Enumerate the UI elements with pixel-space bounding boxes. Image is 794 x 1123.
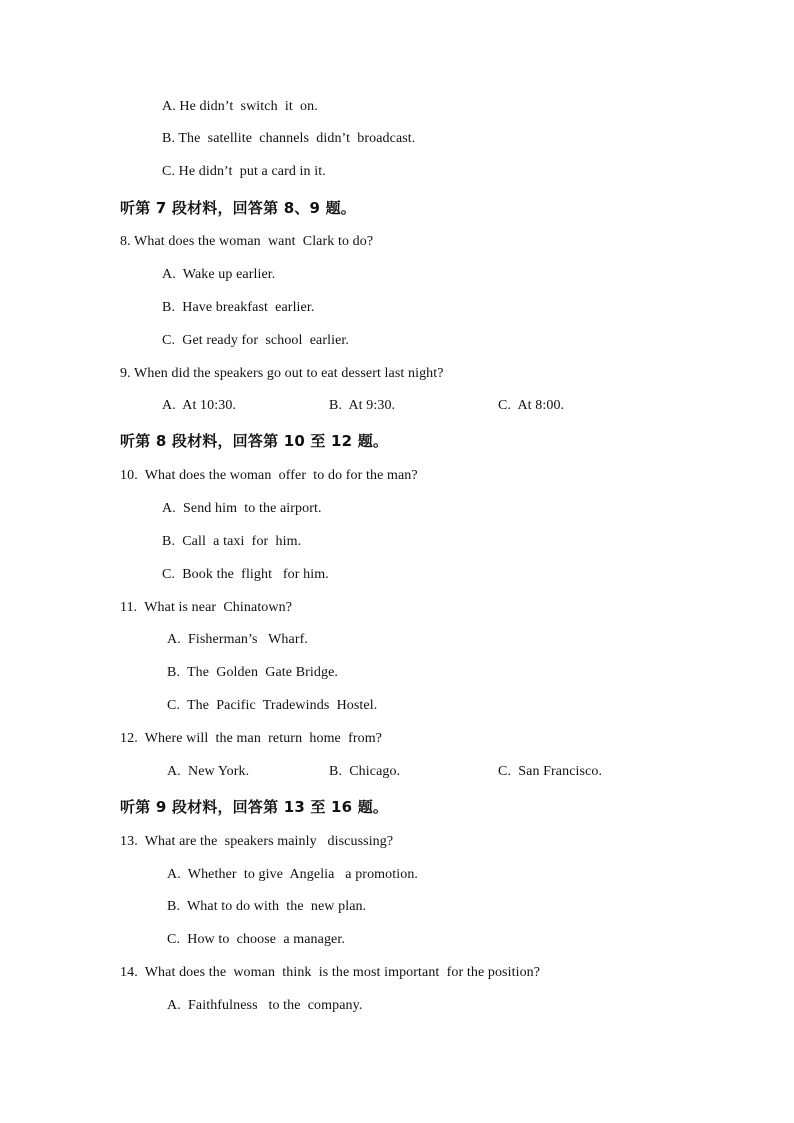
q13-option-c: C. How to choose a manager.: [167, 932, 345, 947]
q8-option-a: A. Wake up earlier.: [162, 267, 276, 282]
section-7-heading: 听第 7 段材料，回答第 8、9 题。: [120, 199, 357, 217]
section-9-heading: 听第 9 段材料，回答第 13 至 16 题。: [120, 798, 389, 816]
q13-option-a: A. Whether to give Angelia a promotion.: [167, 867, 419, 882]
q11-option-c: C. The Pacific Tradewinds Hostel.: [167, 698, 378, 713]
question-8: 8. What does the woman want Clark to do?: [120, 234, 374, 249]
q14-option-a: A. Faithfulness to the company.: [167, 998, 363, 1013]
question-10: 10. What does the woman offer to do for the man?: [120, 468, 418, 483]
question-14: 14. What does the woman think is the most important for the position?: [120, 965, 541, 980]
section-8-heading: 听第 8 段材料，回答第 10 至 12 题。: [120, 432, 389, 450]
q8-option-b: B. Have breakfast earlier.: [162, 300, 315, 315]
q9-option-c: C. At 8:00.: [498, 398, 565, 413]
q10-option-c: C. Book the flight for him.: [162, 567, 329, 582]
q12-option-c: C. San Francisco.: [498, 764, 603, 779]
q11-option-a: A. Fisherman’s Wharf.: [167, 632, 308, 647]
q10-option-b: B. Call a taxi for him.: [162, 534, 302, 549]
question-12: 12. Where will the man return home from?: [120, 731, 382, 746]
q10-option-a: A. Send him to the airport.: [162, 501, 322, 516]
q12-option-b: B. Chicago.: [329, 764, 401, 779]
q9-option-b: B. At 9:30.: [329, 398, 396, 413]
q12-option-a: A. New York.: [167, 764, 250, 779]
q7-option-b: B. The satellite channels didn’t broadcast.: [162, 131, 416, 146]
q13-option-b: B. What to do with the new plan.: [167, 899, 367, 914]
q9-option-a: A. At 10:30.: [162, 398, 237, 413]
question-11: 11. What is near Chinatown?: [120, 600, 293, 615]
q7-option-c: C. He didn’t put a card in it.: [162, 164, 326, 179]
q8-option-c: C. Get ready for school earlier.: [162, 333, 349, 348]
question-13: 13. What are the speakers mainly discussing?: [120, 834, 394, 849]
q7-option-a: A. He didn’t switch it on.: [162, 99, 318, 114]
question-9: 9. When did the speakers go out to eat dessert last night?: [120, 366, 444, 381]
q11-option-b: B. The Golden Gate Bridge.: [167, 665, 338, 680]
